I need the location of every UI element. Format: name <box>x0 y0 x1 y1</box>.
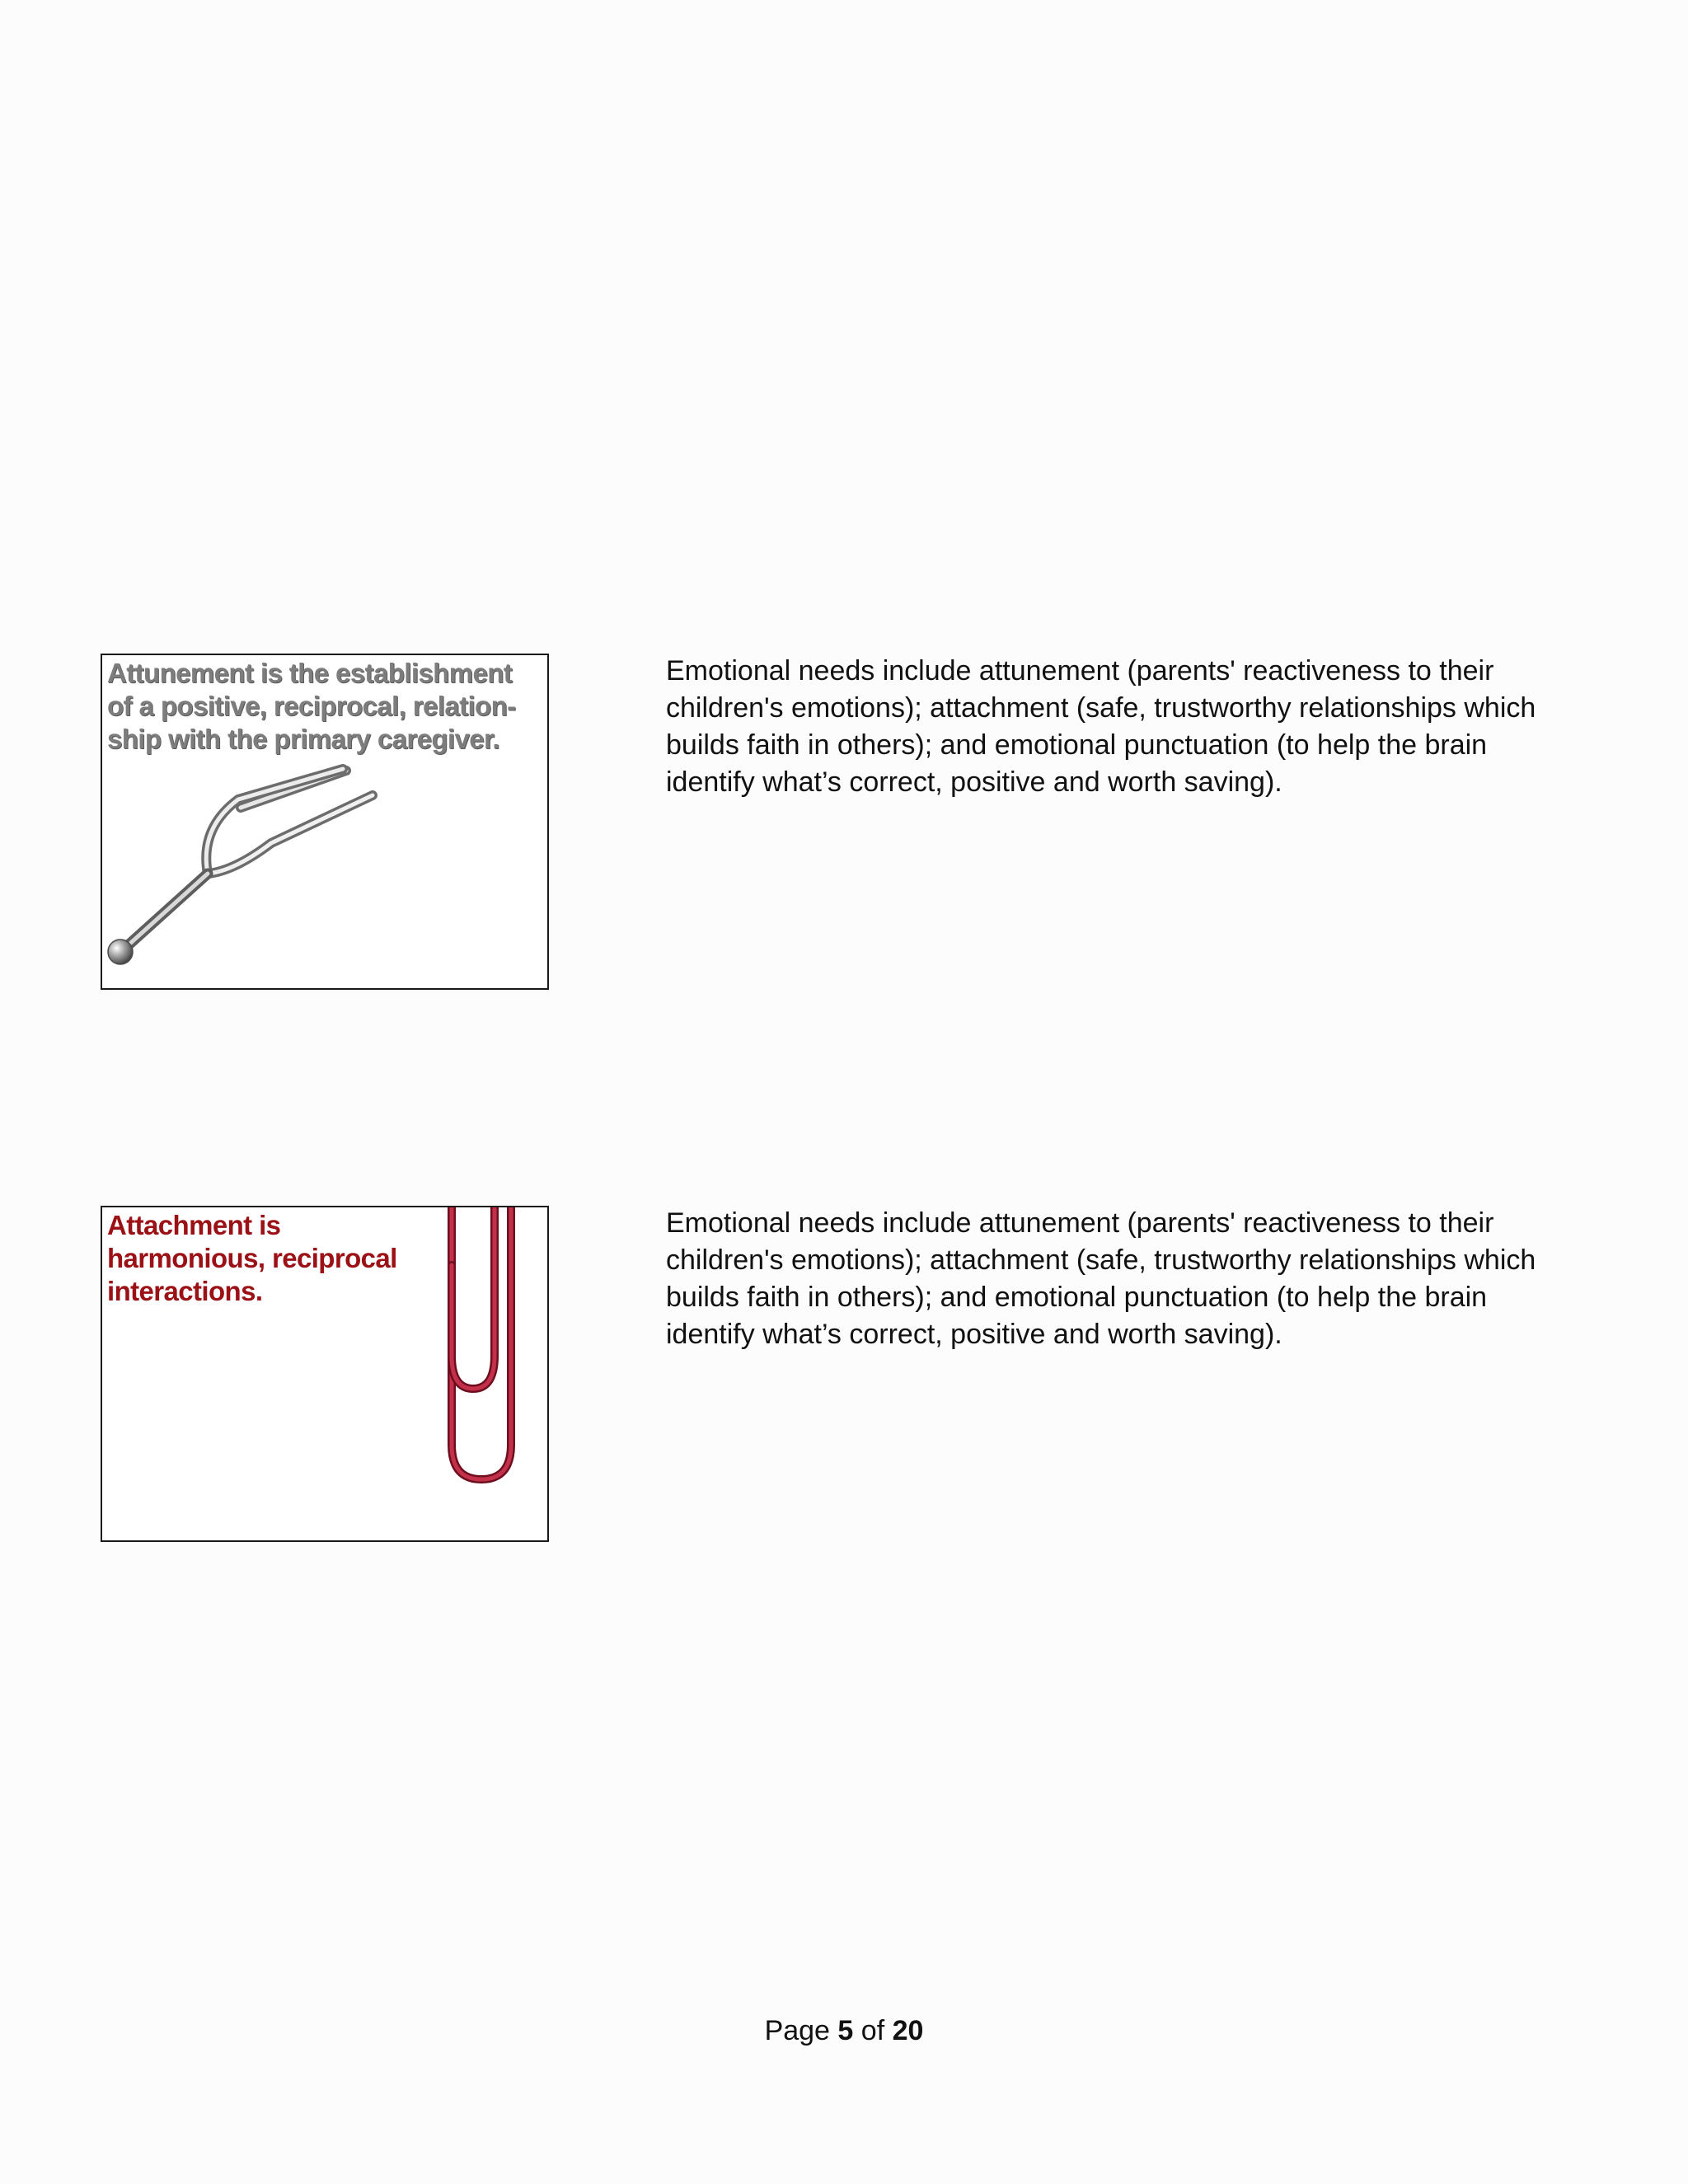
caption-line: Attachment is <box>107 1210 281 1240</box>
paragraph-line: builds faith in others); and emotional punctuation (to help the brain <box>666 729 1488 761</box>
total-page-count: 20 <box>892 2015 924 2046</box>
paragraph-line: identify what’s correct, positive and worth saving). <box>666 766 1282 798</box>
slide-caption <box>107 657 544 756</box>
body-paragraph <box>666 1205 1573 1353</box>
paragraph-line: Emotional needs include attunement (parents' reactiveness to their <box>666 655 1494 687</box>
body-paragraph <box>666 653 1573 801</box>
caption-line: interactions. <box>107 1276 263 1306</box>
slide-caption <box>107 1209 429 1308</box>
caption-line: harmonious, reciprocal <box>107 1243 397 1273</box>
paragraph-line: Emotional needs include attunement (parents' reactiveness to their <box>666 1207 1494 1239</box>
page-label: Page <box>764 2015 830 2046</box>
slide-thumbnail-attachment <box>101 1206 549 1542</box>
paragraph-line: builds faith in others); and emotional punctuation (to help the brain <box>666 1282 1488 1313</box>
page-of-label: of <box>860 2015 885 2046</box>
paragraph-line: identify what’s correct, positive and worth saving). <box>666 1319 1282 1350</box>
caption-line: Attunement is the establishment <box>107 658 513 688</box>
current-page-number: 5 <box>837 2015 854 2046</box>
slide-thumbnail-attunement <box>101 654 549 990</box>
caption-line: of a positive, reciprocal, relation- <box>107 691 516 721</box>
caption-line: ship with the primary caregiver. <box>107 724 499 754</box>
paragraph-line: children's emotions); attachment (safe, trustworthy relationships which <box>666 1244 1536 1276</box>
paragraph-line: children's emotions); attachment (safe, trustworthy relationships which <box>666 692 1536 724</box>
page-number-footer <box>0 2013 1688 2050</box>
